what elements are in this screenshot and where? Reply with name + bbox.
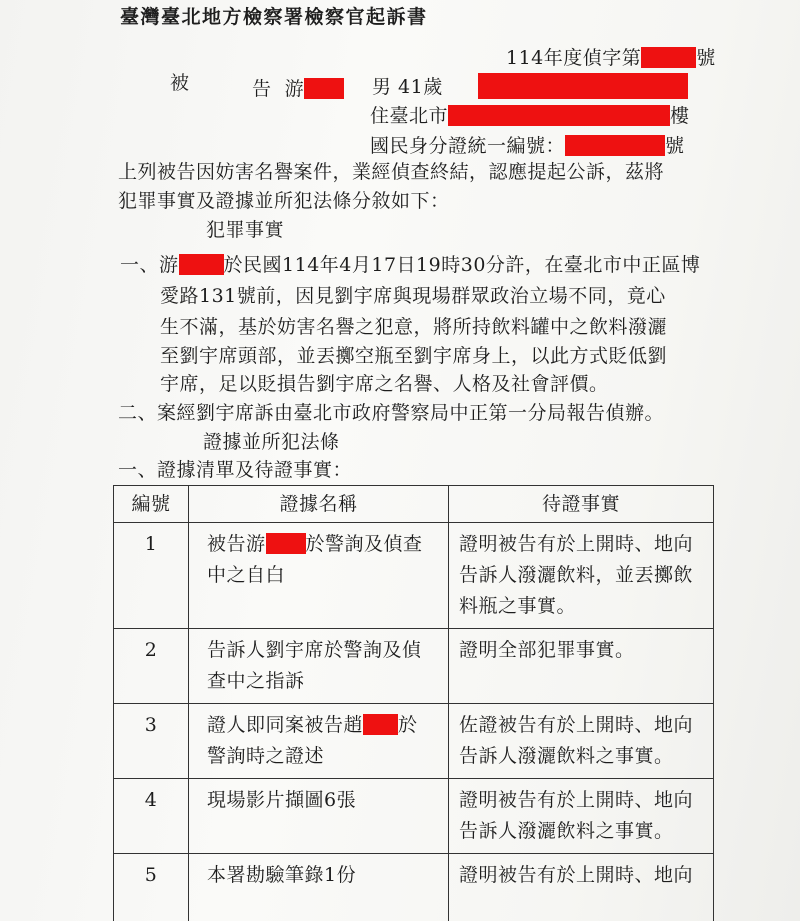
fact-1-line-2: 愛路131號前，因見劉宇席與現場群眾政治立場不同，竟心 — [160, 285, 666, 307]
evidence-name — [189, 779, 449, 854]
case-number-prefix: 114年度偵字第 — [506, 47, 642, 69]
intro-line-1: 上列被告因妨害名譽案件，業經偵查終結，認應提起公訴，茲將 — [118, 161, 665, 183]
defendant-gender-age: 男 41歲 — [372, 76, 443, 98]
fact-to-prove — [449, 854, 714, 921]
evidence-name — [189, 629, 449, 704]
redaction-box — [304, 78, 344, 99]
column-header-evidence-name: 證據名稱 — [189, 486, 449, 523]
fact-line: 告訴人潑灑飲料，並丟擲飲 — [459, 564, 694, 586]
table-row — [114, 854, 714, 921]
redaction-box — [448, 105, 670, 126]
column-header-number: 編號 — [114, 486, 189, 523]
evidence-name-line: 現場影片擷圖6張 — [207, 789, 357, 811]
row-number: 2 — [114, 629, 189, 704]
evidence-name — [189, 854, 449, 921]
defendant-address — [370, 105, 690, 126]
facts-heading: 犯罪事實 — [206, 219, 285, 241]
fact-1-line-1 — [120, 254, 700, 275]
redaction-wrapper — [478, 73, 688, 99]
fact-to-prove — [449, 629, 714, 704]
id-suffix: 號 — [665, 135, 685, 157]
defendant-label-b: 告 — [252, 78, 272, 100]
row-number: 4 — [114, 779, 189, 854]
fact-line: 證明被告有於上開時、地向 — [459, 533, 694, 555]
fact-line: 告訴人潑灑飲料之事實。 — [459, 820, 674, 842]
evidence-name-line: 告訴人劉宇席於警詢及偵 — [207, 639, 422, 661]
row-number: 5 — [114, 854, 189, 921]
table-row — [114, 704, 714, 779]
document-title: 臺灣臺北地方檢察署檢察官起訴書 — [120, 6, 428, 28]
defendant-id — [370, 135, 685, 156]
evidence-list-title: 一、證據清單及待證事實： — [118, 459, 353, 481]
evidence-table — [113, 485, 714, 921]
table-row — [114, 779, 714, 854]
fact-to-prove — [449, 523, 714, 629]
fact-1-line-5: 宇席，足以貶損告劉宇席之名譽、人格及社會評價。 — [160, 373, 609, 395]
redaction-box — [565, 135, 665, 156]
fact-line: 證明被告有於上開時、地向 — [459, 864, 694, 886]
evidence-name-line: 警詢時之證述 — [207, 745, 325, 767]
evidence-name-part: 證人即同案被告趙 — [207, 714, 364, 736]
address-prefix: 住臺北市 — [370, 105, 449, 127]
case-number-suffix: 號 — [696, 47, 716, 69]
evidence-name-part: 於警詢及偵查 — [305, 533, 423, 555]
evidence-name — [189, 523, 449, 629]
evidence-name-line: 查中之指訴 — [207, 670, 305, 692]
redaction-box — [478, 73, 688, 99]
address-suffix: 樓 — [670, 105, 690, 127]
evidence-name-line: 中之自白 — [207, 564, 286, 586]
fact-2: 二、案經劉宇席訴由臺北市政府警察局中正第一分局報告偵辦。 — [118, 402, 665, 424]
table-row — [114, 523, 714, 629]
defendant-name — [252, 78, 344, 99]
fact-line: 證明被告有於上開時、地向 — [459, 789, 694, 811]
evidence-name-part: 被告游 — [207, 533, 266, 555]
case-number — [506, 47, 716, 68]
table-header-row — [114, 486, 714, 523]
redaction-box — [266, 533, 306, 554]
defendant-surname: 游 — [284, 78, 305, 100]
fact-to-prove — [449, 779, 714, 854]
redaction-box — [641, 47, 696, 68]
fact-1-text: 於民國114年4月17日19時30分許，在臺北市中正區博 — [223, 254, 701, 276]
fact-to-prove — [449, 704, 714, 779]
redaction-box — [363, 714, 398, 735]
fact-1-number: 一、 — [120, 254, 160, 276]
evidence-name-part: 於 — [398, 714, 418, 736]
fact-line: 告訴人潑灑飲料之事實。 — [459, 745, 674, 767]
defendant-label-a: 被 — [170, 72, 190, 94]
fact-1-line-3: 生不滿，基於妨害名譽之犯意，將所持飲料罐中之飲料潑灑 — [160, 316, 668, 338]
fact-line: 佐證被告有於上開時、地向 — [459, 714, 694, 736]
fact-1-line-4: 至劉宇席頭部，並丟擲空瓶至劉宇席身上，以此方式貶低劉 — [160, 345, 668, 367]
fact-line: 料瓶之事實。 — [459, 595, 577, 617]
fact-1-surname: 游 — [159, 254, 179, 276]
evidence-name-line: 本署勘驗筆錄1份 — [207, 864, 357, 886]
row-number: 3 — [114, 704, 189, 779]
table-row — [114, 629, 714, 704]
row-number: 1 — [114, 523, 189, 629]
column-header-fact-to-prove: 待證事實 — [449, 486, 714, 523]
evidence-name — [189, 704, 449, 779]
evidence-heading: 證據並所犯法條 — [203, 431, 340, 453]
intro-line-2: 犯罪事實及證據並所犯法條分敘如下： — [118, 190, 450, 212]
id-label: 國民身分證統一編號： — [370, 135, 566, 157]
fact-line: 證明全部犯罪事實。 — [459, 639, 635, 661]
redaction-box — [179, 254, 224, 275]
